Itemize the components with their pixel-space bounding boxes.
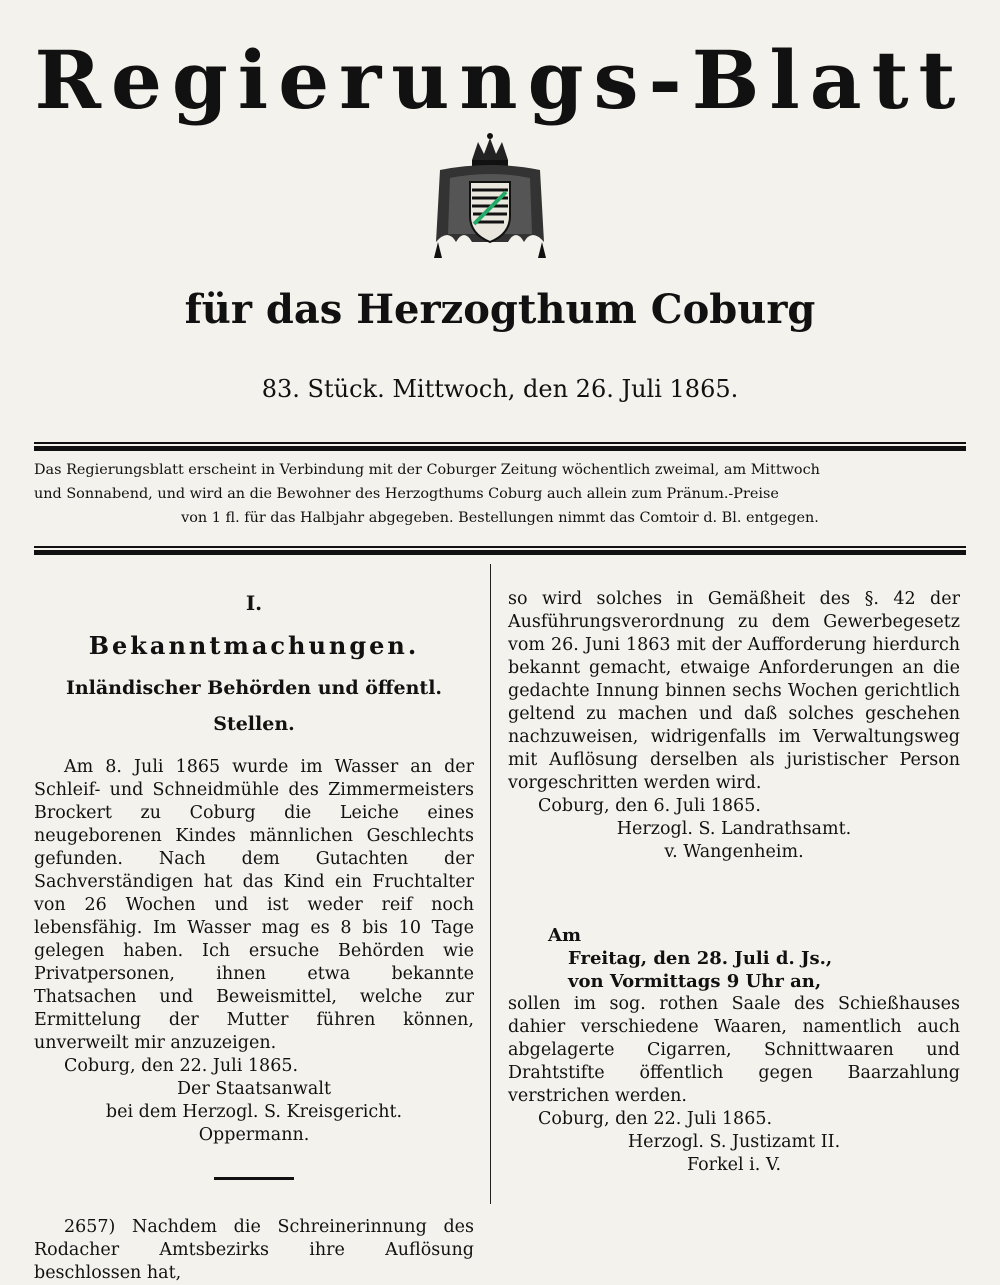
- notice-line-2: und Sonnabend, und wird an die Bewohner des Herzogthums Coburg auch allein zum Pränum.-Preise: [34, 486, 779, 502]
- notice-line-1: Das Regierungsblatt erscheint in Verbindung mit der Coburger Zeitung wöchentlich zweimal, am Mittwoch: [34, 462, 820, 478]
- article-2-continuation: so wird solches in Gemäßheit des §. 42 der Ausführungsverordnung zu dem Gewerbegesetz vom 26. Juni 1863 mit der Aufforderung hierdurch bekannt gemacht, etwaige Anforderungen an die gedachte Innung binnen sechs Wochen gerichtlich geltend zu machen und daß solches geschehen nachzuweisen, widrigenfalls im Verwaltungsweg mit Auflösung derselben als juristischer Person vorgeschritten werden wird.: [508, 589, 960, 793]
- article-2-place-date: Coburg, den 6. Juli 1865.: [538, 796, 761, 816]
- article-1-signature-office: Der Staatsanwalt: [177, 1079, 331, 1099]
- left-column: [34, 588, 474, 1285]
- article-1-signature-court: bei dem Herzogl. S. Kreisgericht.: [105, 1102, 403, 1122]
- header-rule-bottom: [34, 546, 966, 555]
- masthead-title: Regierungs-Blatt: [34, 33, 966, 127]
- auction-text: sollen im sog. rothen Saale des Schießhauses dahier verschiedene Waaren, namentlich auch abgelagerte Cigarren, Schnittwaaren und Drahtstifte öffentlich gegen Baarzahlung verstrichen werden.: [508, 994, 960, 1106]
- header-rule-top: [34, 442, 966, 451]
- section-number: I.: [245, 591, 263, 615]
- article-1-text: Am 8. Juli 1865 wurde im Wasser an der Schleif- und Schneidmühle des Zimmermeisters Brockert zu Coburg die Leiche eines neugeborenen Kindes männlichen Geschlechts gefunden. Nach dem Gutachten der Sachverständigen hat das Kind ein Fruchtalter von 26 Wochen und ist weder reif noch lebensfähig. Im Wasser mag es 8 bis 10 Tage gelegen haben. Ich ersuche Behörden wie Privatpersonen, ihnen etwa bekannte Thatsachen und Beweismittel, welche zur Ermittelung der Mutter führen können, unverweilt mir anzuzeigen.: [34, 757, 474, 1053]
- auction-date: Freitag, den 28. Juli d. Js.,: [568, 948, 833, 969]
- notice-line-3: von 1 fl. für das Halbjahr abgegeben. Bestellungen nimmt das Comtoir d. Bl. entgegen.: [181, 510, 819, 526]
- article-1-signature-name: Oppermann.: [198, 1125, 310, 1145]
- auction-lead: Am: [548, 925, 582, 946]
- auction-time: von Vormittags 9 Uhr an,: [568, 971, 822, 992]
- subscription-notice: [34, 458, 966, 530]
- auction-signature-office: Herzogl. S. Justizamt II.: [627, 1132, 841, 1152]
- right-column: [508, 588, 960, 1177]
- ducal-coat-of-arms-icon: [420, 130, 560, 270]
- section-title: Bekanntmachungen.: [88, 631, 420, 660]
- issue-number: 83. Stück.: [261, 375, 385, 403]
- issue-date: Mittwoch, den 26. Juli 1865.: [392, 375, 739, 403]
- article-2-signature-name: v. Wangenheim.: [664, 842, 804, 862]
- article-1-place-date: Coburg, den 22. Juli 1865.: [64, 1056, 299, 1076]
- issue-line: [0, 372, 1000, 406]
- article-2-signature-office: Herzogl. S. Landrathsamt.: [616, 819, 852, 839]
- column-divider: [490, 564, 491, 1204]
- masthead-subtitle: für das Herzogthum Coburg: [184, 286, 816, 333]
- auction-notice: [508, 924, 960, 1177]
- article-separator: [214, 1177, 294, 1180]
- auction-signature-name: Forkel i. V.: [686, 1155, 782, 1175]
- auction-place-date: Coburg, den 22. Juli 1865.: [538, 1109, 773, 1129]
- article-2-text: 2657) Nachdem die Schreinerinnung des Rodacher Amtsbezirks ihre Auflösung beschlossen hat,: [34, 1217, 474, 1283]
- subsection-title: Inländischer Behörden und öffentl. Stellen.: [65, 677, 443, 735]
